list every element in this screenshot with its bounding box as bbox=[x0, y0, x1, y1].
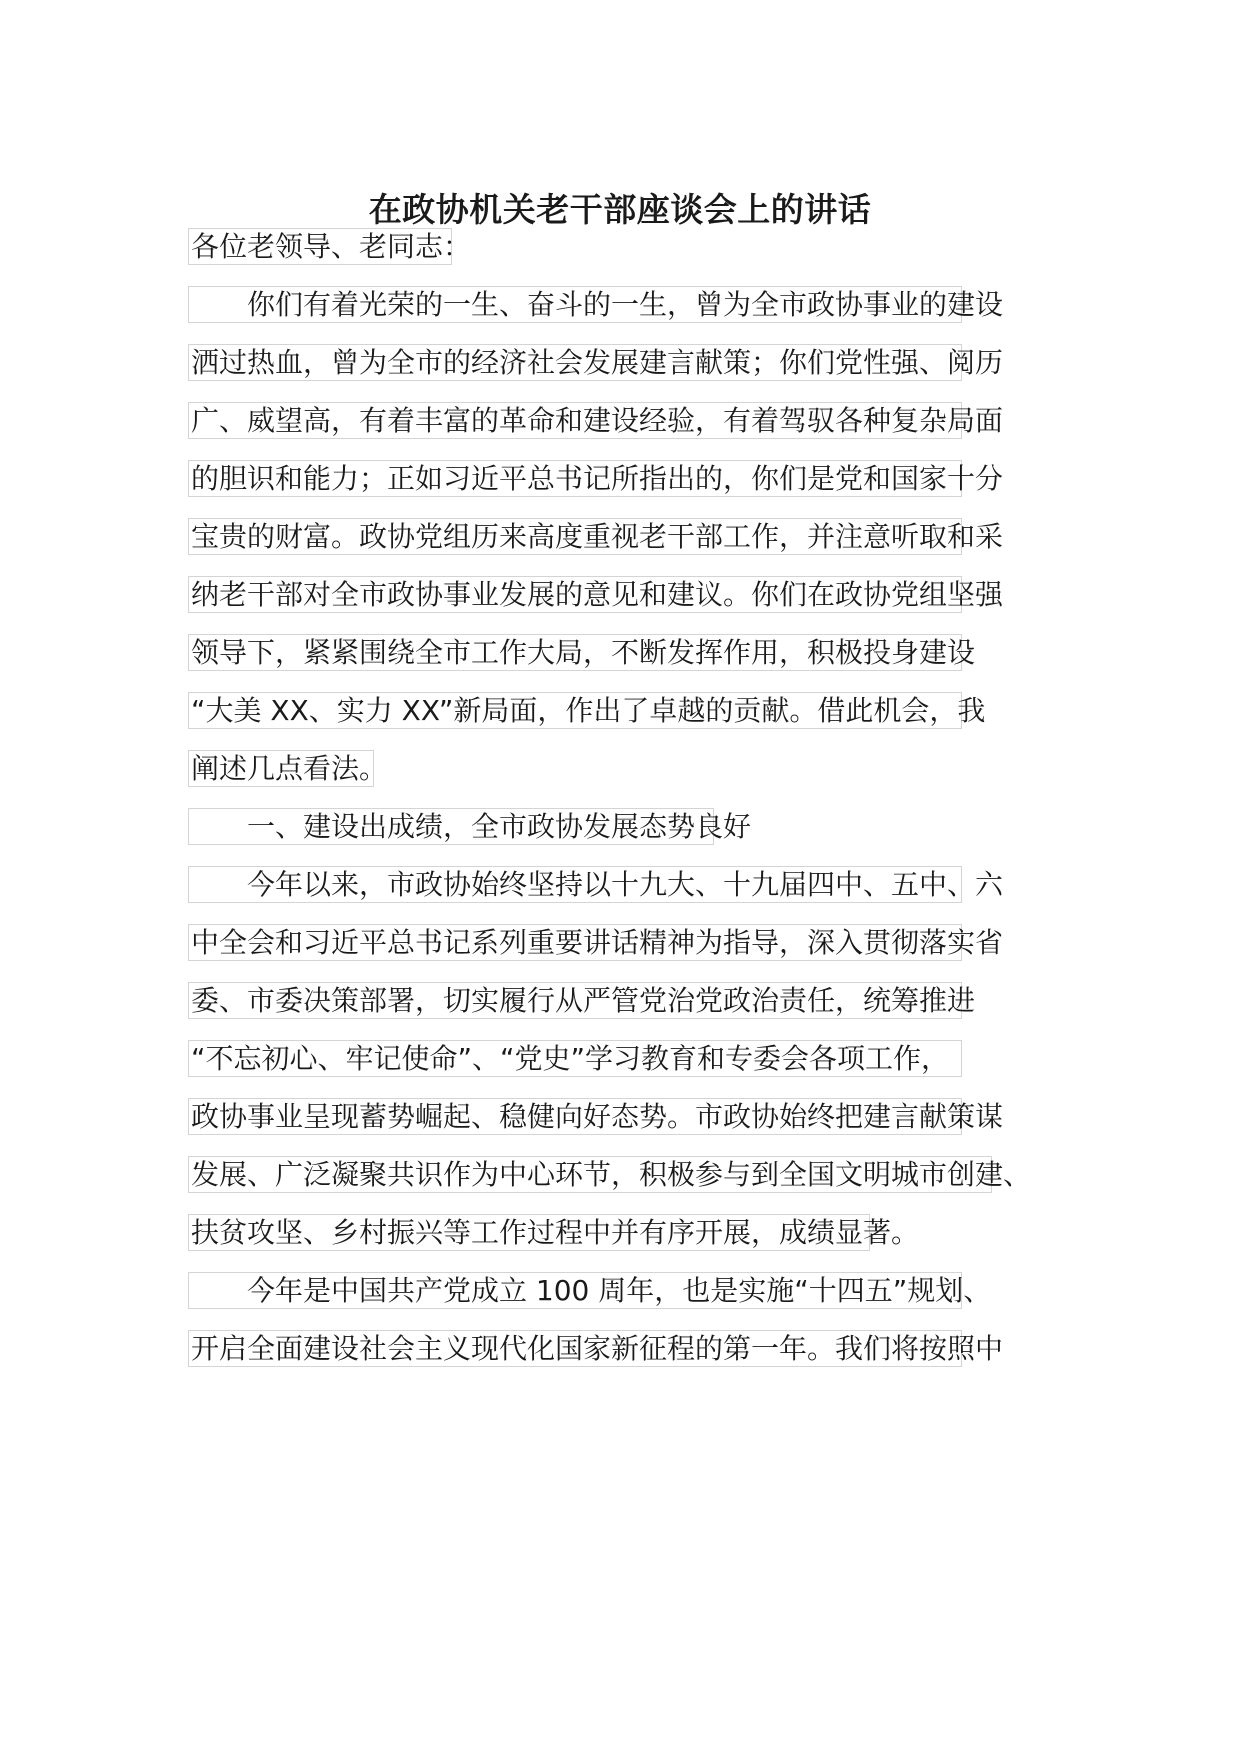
paragraph-2-line: 今年以来，市政协始终坚持以十九大、十九届四中、五中、六 bbox=[188, 866, 962, 903]
paragraph-1-line: 纳老干部对全市政协事业发展的意见和建议。你们在政协党组坚强 bbox=[188, 576, 962, 613]
paragraph-3-line: 开启全面建设社会主义现代化国家新征程的第一年。我们将按照中 bbox=[188, 1330, 962, 1367]
section-heading: 一、建设出成绩，全市政协发展态势良好 bbox=[188, 808, 714, 845]
paragraph-2-line: “不忘初心、牢记使命”、“党史”学习教育和专委会各项工作， bbox=[188, 1040, 962, 1077]
paragraph-2-line: 中全会和习近平总书记系列重要讲话精神为指导，深入贯彻落实省 bbox=[188, 924, 962, 961]
document-title: 在政协机关老干部座谈会上的讲话 bbox=[368, 190, 872, 229]
paragraph-1-line: 领导下，紧紧围绕全市工作大局，不断发挥作用，积极投身建设 bbox=[188, 634, 962, 671]
paragraph-1-line: 的胆识和能力；正如习近平总书记所指出的，你们是党和国家十分 bbox=[188, 460, 962, 497]
paragraph-2-line: 政协事业呈现蓄势崛起、稳健向好态势。市政协始终把建言献策谋 bbox=[188, 1098, 962, 1135]
paragraph-2-line: 委、市委决策部署，切实履行从严管党治党政治责任，统筹推进 bbox=[188, 982, 962, 1019]
salutation: 各位老领导、老同志： bbox=[188, 228, 452, 265]
paragraph-2-line: 发展、广泛凝聚共识作为中心环节，积极参与到全国文明城市创建、 bbox=[188, 1156, 992, 1193]
paragraph-1-line: “大美 XX、实力 XX”新局面，作出了卓越的贡献。借此机会，我 bbox=[188, 692, 962, 729]
paragraph-1-line: 洒过热血，曾为全市的经济社会发展建言献策；你们党性强、阅历 bbox=[188, 344, 962, 381]
paragraph-1-line: 阐述几点看法。 bbox=[188, 750, 374, 787]
paragraph-1-line: 广、威望高，有着丰富的革命和建设经验，有着驾驭各种复杂局面 bbox=[188, 402, 962, 439]
paragraph-1-line: 宝贵的财富。政协党组历来高度重视老干部工作，并注意听取和采 bbox=[188, 518, 962, 555]
paragraph-2-line: 扶贫攻坚、乡村振兴等工作过程中并有序开展，成绩显著。 bbox=[188, 1214, 870, 1251]
paragraph-1-line: 你们有着光荣的一生、奋斗的一生，曾为全市政协事业的建设 bbox=[188, 286, 962, 323]
paragraph-3-line: 今年是中国共产党成立 100 周年，也是实施“十四五”规划、 bbox=[188, 1272, 962, 1309]
